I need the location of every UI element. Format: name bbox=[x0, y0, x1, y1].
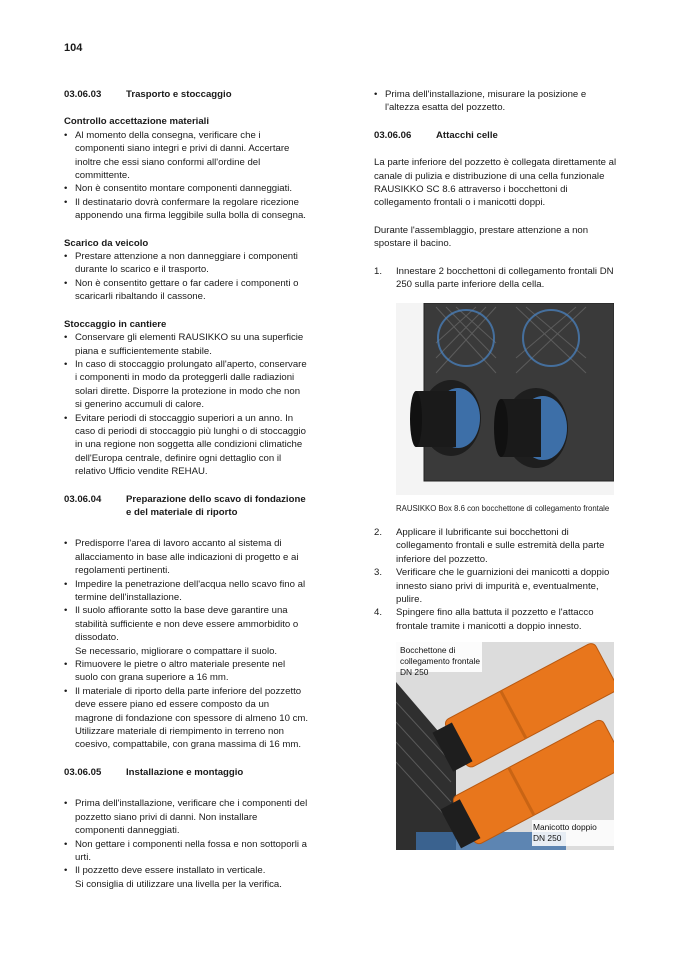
section-heading-03-06-04 bbox=[64, 493, 309, 520]
step-list-1 bbox=[374, 265, 619, 292]
list-item: • Il destinatario dovrà confermare la regolare ricezione apponendo una firma leggibile sulla bolla di consegna. bbox=[64, 196, 309, 223]
list-item: • Il materiale di riporto della parte inferiore del pozzetto deve essere piano ed essere composto da un magrone di fondazione con spessore di almeno 10 cm. Utilizzare materiale di riempimento in terreno non coesivo, compattabile, con grana massima di 16 mm. bbox=[64, 685, 309, 752]
section-number: 03.06.05 bbox=[64, 766, 102, 778]
list-item: • Non è consentito gettare o far cadere i componenti o scaricarli ribaltando il cassone. bbox=[64, 277, 309, 304]
step-item bbox=[374, 265, 619, 292]
measure-list bbox=[374, 88, 619, 115]
paragraph-assembly: Durante l'assemblaggio, prestare attenzione a non spostare il bacino. bbox=[374, 224, 589, 250]
prep-list bbox=[64, 537, 309, 752]
section-title: Attacchi celle bbox=[436, 129, 498, 141]
list-item bbox=[64, 604, 309, 658]
section-heading-03-06-06 bbox=[374, 129, 619, 142]
list-item: • Predisporre l'area di lavoro accanto al sistema di allacciamento in base alle indicazioni di progetto e ai regolamenti pertinenti. bbox=[64, 537, 309, 577]
control-list bbox=[64, 129, 309, 223]
list-item-note: Si consiglia di utilizzare una livella per la verifica. bbox=[75, 878, 282, 890]
list-item-note: Se necessario, migliorare o compattare il suolo. bbox=[75, 645, 278, 657]
subheading-storage: Stoccaggio in cantiere bbox=[64, 318, 167, 330]
left-column bbox=[64, 88, 309, 891]
step-text: Spingere fino alla battuta il pozzetto e l'attacco frontale tramite i manicotti a doppio innesto. bbox=[396, 607, 594, 632]
step-number: 3. bbox=[374, 567, 383, 579]
section-number: 03.06.06 bbox=[374, 129, 412, 141]
section-title: Installazione e montaggio bbox=[126, 766, 244, 778]
step-item bbox=[374, 526, 619, 566]
callout-double-sleeve: Manicotto doppio DN 250 bbox=[533, 822, 597, 843]
list-item: • Non è consentito montare componenti danneggiati. bbox=[64, 182, 309, 195]
list-item: • Conservare gli elementi RAUSIKKO su una superficie piana e sufficientemente stabile. bbox=[64, 331, 309, 358]
step-list-2 bbox=[374, 526, 619, 633]
photo-caption-box: RAUSIKKO Box 8.6 con bocchettone di collegamento frontale bbox=[396, 504, 610, 513]
list-item: • Evitare periodi di stoccaggio superiori a un anno. In caso di periodi di stoccaggio più lunghi o di stoccaggio in una regione non soggetta alle condizioni climatiche dell'Europa centrale, definire ogni dettaglio con il relativo Ufficio vendite REHAU. bbox=[64, 412, 309, 479]
section-number: 03.06.03 bbox=[64, 89, 102, 100]
list-item: • Non gettare i componenti nella fossa e non sottoporli a urti. bbox=[64, 838, 309, 865]
step-number: 1. bbox=[374, 265, 383, 277]
section-heading-03-06-03 bbox=[64, 88, 309, 101]
step-item bbox=[374, 606, 619, 633]
list-item-text: Il suolo affiorante sotto la base deve garantire una stabilità sufficiente e non deve essere ammorbidito o dissodato. bbox=[75, 605, 299, 644]
section-title: Preparazione dello scavo di fondazione e del materiale di riporto bbox=[126, 493, 306, 518]
right-column bbox=[374, 88, 619, 291]
step-number: 4. bbox=[374, 607, 383, 619]
list-item: • Prestare attenzione a non danneggiare i componenti durante lo scarico e il trasporto. bbox=[64, 250, 309, 277]
step-text: Applicare il lubrificante sui bocchettoni di collegamento frontali e sulle estremità della parte inferiore del pozzetto. bbox=[396, 527, 605, 565]
section-title: Trasporto e stoccaggio bbox=[126, 89, 232, 100]
section-heading-03-06-05 bbox=[64, 766, 309, 779]
step-item bbox=[374, 566, 619, 606]
subheading-unload: Scarico da veicolo bbox=[64, 237, 149, 249]
list-item: • Impedire la penetrazione dell'acqua nello scavo fino al termine dell'installazione. bbox=[64, 578, 309, 605]
list-item: • Prima dell'installazione, misurare la posizione e l'altezza esatta del pozzetto. bbox=[374, 88, 619, 115]
section-number: 03.06.04 bbox=[64, 493, 102, 505]
step-text: Innestare 2 bocchettoni di collegamento frontali DN 250 sulla parte inferiore della cella. bbox=[396, 265, 614, 291]
step-number: 2. bbox=[374, 527, 383, 538]
step-text: Verificare che le guarnizioni dei manicotti a doppio innesto siano privi di impurità e, eventualmente, pulire. bbox=[396, 567, 610, 606]
page-number: 104 bbox=[64, 42, 83, 54]
list-item bbox=[64, 864, 309, 891]
install-list bbox=[64, 797, 309, 891]
unload-list bbox=[64, 250, 309, 304]
subheading-control: Controllo accettazione materiali bbox=[64, 116, 210, 128]
callout-front-socket: Bocchettone di collegamento frontale DN 250 bbox=[400, 645, 481, 677]
list-item: • Rimuovere le pietre o altro materiale presente nel suolo con grana superiore a 16 mm. bbox=[64, 658, 309, 685]
storage-list bbox=[64, 331, 309, 478]
list-item-text: Il pozzetto deve essere installato in verticale. bbox=[75, 865, 266, 877]
paragraph-intro: La parte inferiore del pozzetto è collegata direttamente al canale di pulizia e distribuzione di una cella funzionale RAUSIKKO SC 8.6 attraverso i bocchettoni di collegamento frontali o i manicotti doppi. bbox=[374, 157, 617, 209]
product-photo-box bbox=[396, 303, 614, 495]
list-item: • Al momento della consegna, verificare che i componenti siano integri e privi di danni. Accertare inoltre che essi siano conformi all'ordine del committente. bbox=[64, 129, 309, 183]
list-item: • In caso di stoccaggio prolungato all'aperto, conservare i componenti in modo da proteggerli dalle radiazioni solari dirette. Disporre la protezione in modo che non si generino accumuli di calore. bbox=[64, 358, 309, 412]
box-illustration bbox=[396, 303, 614, 495]
list-item: • Prima dell'installazione, verificare che i componenti del pozzetto siano privi di danni. Non installare componenti danneggiati. bbox=[64, 797, 309, 837]
